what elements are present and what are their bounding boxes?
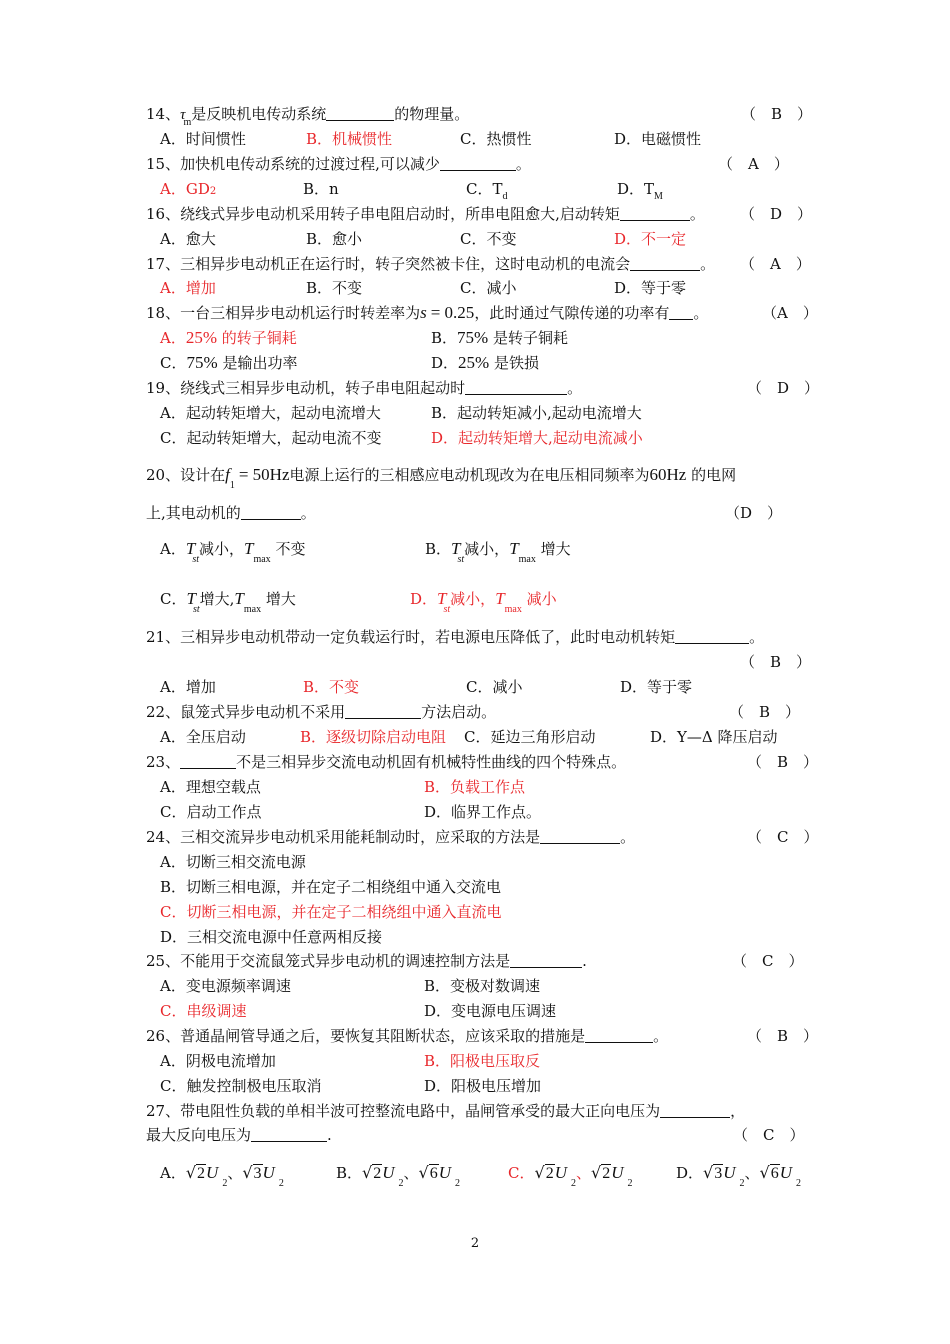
- q16-blank: [620, 205, 690, 221]
- page-number: 2: [470, 1236, 480, 1251]
- q23-option-c: C．启动工作点: [160, 803, 262, 821]
- q14-blank: [326, 105, 394, 121]
- q26-option-a: A．阴极电流增加: [160, 1052, 276, 1070]
- q22-option-c: C．延边三角形启动: [464, 728, 596, 746]
- q20-answer: （D ）: [725, 504, 783, 522]
- q16-option-b: B．愈小: [306, 230, 363, 248]
- q14-answer: （ B ）: [741, 105, 813, 123]
- q15-blank: [440, 155, 516, 171]
- q24-option-b: B．切断三相电源，并在定子二相绕组中通入交流电: [160, 878, 502, 896]
- q23-answer: （ B ）: [747, 753, 819, 771]
- q17-stem: 17、三相异步电动机正在运行时，转子突然被卡住，这时电动机的电流会 。: [146, 255, 716, 273]
- q20-option-a: A．$T_{st}$减小，$T_{max}$ 不变: [160, 539, 306, 565]
- q27-option-c: C．$√2U_2$、$√2U_2$: [508, 1163, 633, 1189]
- q18-answer: （A ）: [762, 304, 818, 322]
- q27-option-d: D．$√3U_2$、$√6U_2$: [676, 1163, 802, 1189]
- q14-option-b: B．机械惯性: [306, 130, 393, 148]
- q25-answer: （ C ）: [732, 952, 804, 970]
- q15-answer: （ A ）: [718, 155, 789, 173]
- q26-option-b: B．阳极电压取反: [424, 1052, 541, 1070]
- q19-option-b: B．起动转矩减小,起动电流增大: [431, 404, 642, 422]
- q22-option-d: D．Y—Δ 降压启动: [650, 728, 778, 746]
- q17-option-c: C．减小: [460, 279, 517, 297]
- q25-stem: 25、不能用于交流鼠笼式异步电动机的调速控制方法是 .: [146, 952, 587, 970]
- q17-blank: [630, 255, 700, 271]
- q20-stem: 20、设计在$f_1= 50Hz$电源上运行的三相感应电动机现改为在电压相同频率为60Hz 的电网: [146, 465, 737, 491]
- q26-answer: （ B ）: [747, 1027, 819, 1045]
- q22-stem: 22、鼠笼式异步电动机不采用 方法启动。: [146, 703, 497, 721]
- q16-stem: 16、绕线式异步电动机采用转子串电阻启动时，所串电阻愈大,启动转矩 。: [146, 205, 705, 223]
- q20-option-c: C．$T_{st}$增大$,T_{max}$ 增大: [160, 589, 296, 615]
- q18-stem: 18、一台三相异步电动机运行时转差率为s = 0.25，此时通过气隙传递的功率有 。: [146, 303, 709, 322]
- q20-option-d: D．$T_{st}$减小，$T_{max}$ 减小: [410, 589, 557, 615]
- q22-option-a: A．全压启动: [160, 728, 246, 746]
- q25-option-c: C．串级调速: [160, 1002, 247, 1020]
- q24-blank: [540, 828, 620, 844]
- q19-stem: 19、绕线式三相异步电动机，转子串电阻起动时 。: [146, 379, 583, 397]
- q24-option-a: A．切断三相交流电源: [160, 853, 306, 871]
- q18-option-c: C．75% 是输出功率: [160, 353, 298, 372]
- q20-option-b: B．$T_{st}$减小，$T_{max}$ 增大: [425, 539, 571, 565]
- q15-option-c: C．$T_d$: [466, 180, 508, 202]
- q26-option-d: D．阳极电压增加: [424, 1077, 542, 1095]
- q15-option-a: A．GD2: [160, 180, 217, 198]
- q15-option-b: B．n: [303, 180, 339, 198]
- q17-answer: （ A ）: [740, 255, 811, 273]
- q27-blank-1: [660, 1102, 730, 1118]
- q24-option-c: C．切断三相电源，并在定子二相绕组中通入直流电: [160, 903, 502, 921]
- q18-option-d: D．25% 是铁损: [431, 353, 539, 372]
- q23-stem: 23、 不是三相异步交流电动机固有机械特性曲线的四个特殊点。: [146, 753, 627, 771]
- q27-answer: （ C ）: [733, 1126, 805, 1144]
- q27-option-a: A．$√2U_2$、$√3U_2$: [160, 1163, 284, 1189]
- q23-option-d: D．临界工作点。: [424, 803, 542, 821]
- q15-stem: 15、加快机电传动系统的过渡过程,可以减少 。: [146, 155, 531, 173]
- q17-option-d: D．等于零: [614, 279, 687, 297]
- q23-blank: [180, 753, 236, 769]
- q21-stem: 21、三相异步电动机带动一定负载运行时，若电源电压降低了，此时电动机转矩 。: [146, 628, 765, 646]
- q25-option-a: A．变电源频率调速: [160, 977, 291, 995]
- q21-option-a: A．增加: [160, 678, 216, 696]
- q27-blank-2: [251, 1126, 327, 1142]
- q16-answer: （ D ）: [740, 205, 813, 223]
- q14-option-a: A．时间惯性: [160, 130, 246, 148]
- q18-blank: [669, 304, 693, 320]
- q21-option-c: C．减小: [466, 678, 523, 696]
- q25-option-b: B．变极对数调速: [424, 977, 541, 995]
- q14-option-c: C．热惯性: [460, 130, 532, 148]
- q23-option-b: B．负载工作点: [424, 778, 526, 796]
- q18-option-a: A．25% 的转子铜耗: [160, 328, 297, 347]
- q14-option-d: D．电磁惯性: [614, 130, 702, 148]
- q21-option-b: B．不变: [303, 678, 360, 696]
- q27-option-b: B．$√2U_2$、$√6U_2$: [336, 1163, 461, 1189]
- q24-stem: 24、三相交流异步电动机采用能耗制动时，应采取的方法是 。: [146, 828, 636, 846]
- q26-stem: 26、普通晶闸管导通之后，要恢复其阻断状态，应该采取的措施是 。: [146, 1027, 669, 1045]
- q20-blank: [241, 504, 301, 520]
- q24-answer: （ C ）: [747, 828, 819, 846]
- q27-stem: 27、带电阻性负载的单相半波可控整流电路中，晶闸管承受的最大正向电压为 ，: [146, 1102, 746, 1120]
- q15-option-d: D．$T_M$: [617, 180, 663, 202]
- q16-option-c: C．不变: [460, 230, 517, 248]
- q22-blank: [345, 703, 421, 719]
- q17-option-a: A．增加: [160, 279, 216, 297]
- q16-option-d: D．不一定: [614, 230, 687, 248]
- q25-blank: [510, 952, 582, 968]
- q26-blank: [585, 1027, 653, 1043]
- q26-option-c: C．触发控制极电压取消: [160, 1077, 322, 1095]
- q24-option-d: D．三相交流电源中任意两相反接: [160, 928, 383, 946]
- q18-option-b: B．75% 是转子铜耗: [431, 328, 568, 347]
- q21-answer: （ B ）: [740, 653, 812, 671]
- q25-option-d: D．变电源电压调速: [424, 1002, 557, 1020]
- q21-blank: [675, 628, 749, 644]
- q23-option-a: A．理想空载点: [160, 778, 261, 796]
- q19-option-c: C．起动转矩增大，起动电流不变: [160, 429, 382, 447]
- q19-answer: （ D ）: [747, 379, 820, 397]
- q19-blank: [465, 379, 567, 395]
- q19-option-d: D．起动转矩增大,起动电流减小: [431, 429, 643, 447]
- q19-option-a: A．起动转矩增大，起动电流增大: [160, 404, 381, 422]
- q20-stem-line2: 上,其电动机的 。: [146, 504, 316, 522]
- q14-stem: 14、$\tau_m$是反映机电传动系统 的物理量。: [146, 105, 470, 128]
- q16-option-a: A．愈大: [160, 230, 216, 248]
- q21-option-d: D．等于零: [620, 678, 693, 696]
- q22-answer: （ B ）: [729, 703, 801, 721]
- q27-stem-line2: 最大反向电压为 .: [146, 1126, 332, 1144]
- q22-option-b: B．逐级切除启动电阻: [300, 728, 447, 746]
- q17-option-b: B．不变: [306, 279, 363, 297]
